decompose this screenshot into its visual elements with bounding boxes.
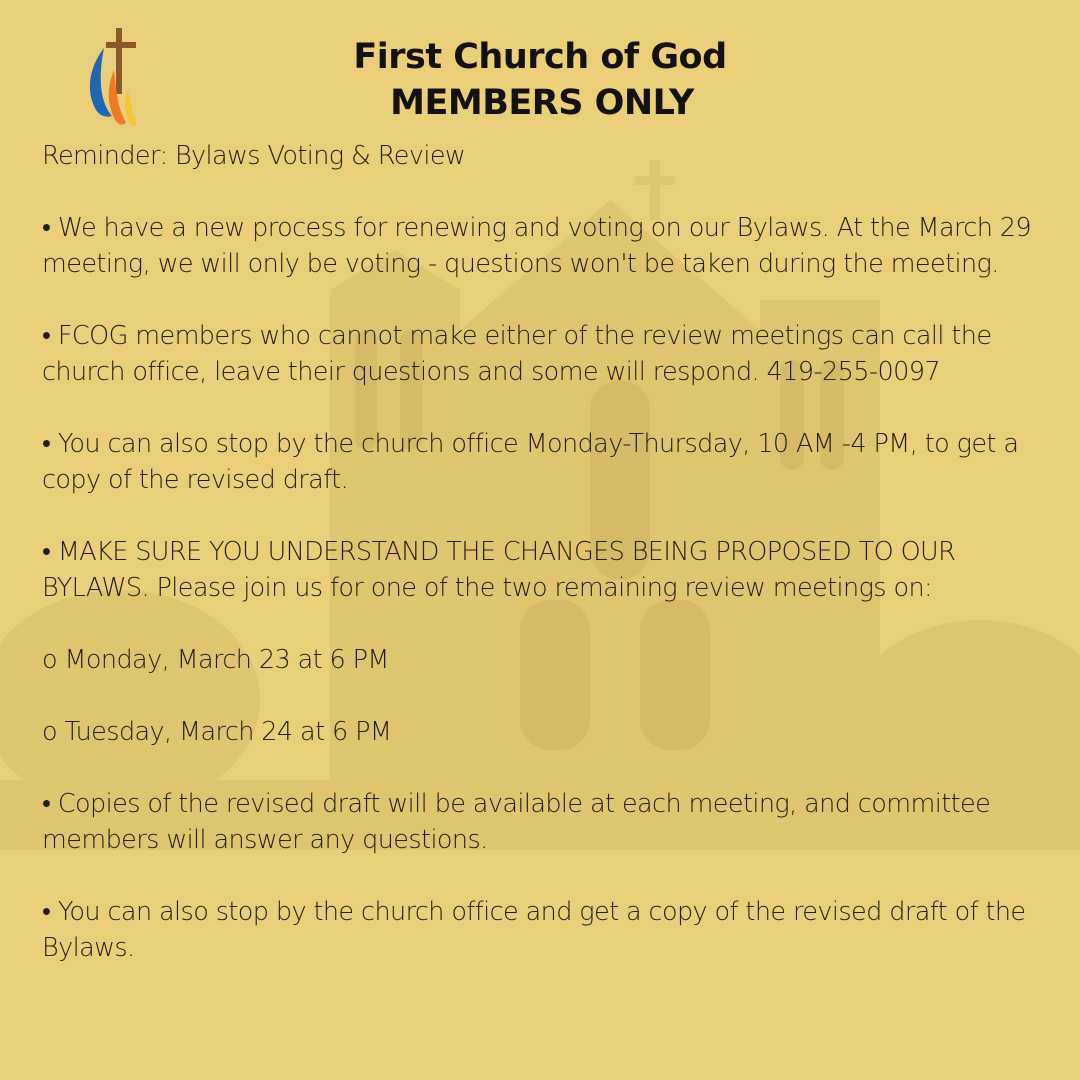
announcement-body — [42, 138, 1052, 966]
paragraph-office-hours: • You can also stop by the church office Monday-Thursday, 10 AM -4 PM, to get a copy of the revised draft. — [42, 429, 1019, 495]
paragraph-call-office: • FCOG members who cannot make either of the review meetings can call the church office, leave their questions and some will respond. 419-255-0097 — [42, 321, 992, 387]
church-name: First Church of God — [353, 37, 727, 77]
paragraph-voting-process: • We have a new process for renewing and voting on our Bylaws. At the March 29 meeting, we will only be voting - questions won't be taken during the meeting. — [42, 213, 1032, 279]
meeting-tuesday: o Tuesday, March 24 at 6 PM — [42, 717, 392, 747]
meeting-monday: o Monday, March 23 at 6 PM — [42, 645, 389, 675]
members-only-title: MEMBERS ONLY — [390, 83, 694, 123]
paragraph-copies-available: • Copies of the revised draft will be available at each meeting, and committee members will answer any questions. — [42, 789, 991, 855]
paragraph-understand-changes: • MAKE SURE YOU UNDERSTAND THE CHANGES BEING PROPOSED TO OUR BYLAWS. Please join us for one of the two remaining review meetings on: — [42, 537, 956, 603]
paragraph-get-copy: • You can also stop by the church office and get a copy of the revised draft of the Bylaws. — [42, 897, 1026, 963]
announcement-heading: Reminder: Bylaws Voting & Review — [42, 141, 466, 171]
page-header — [0, 34, 1080, 126]
